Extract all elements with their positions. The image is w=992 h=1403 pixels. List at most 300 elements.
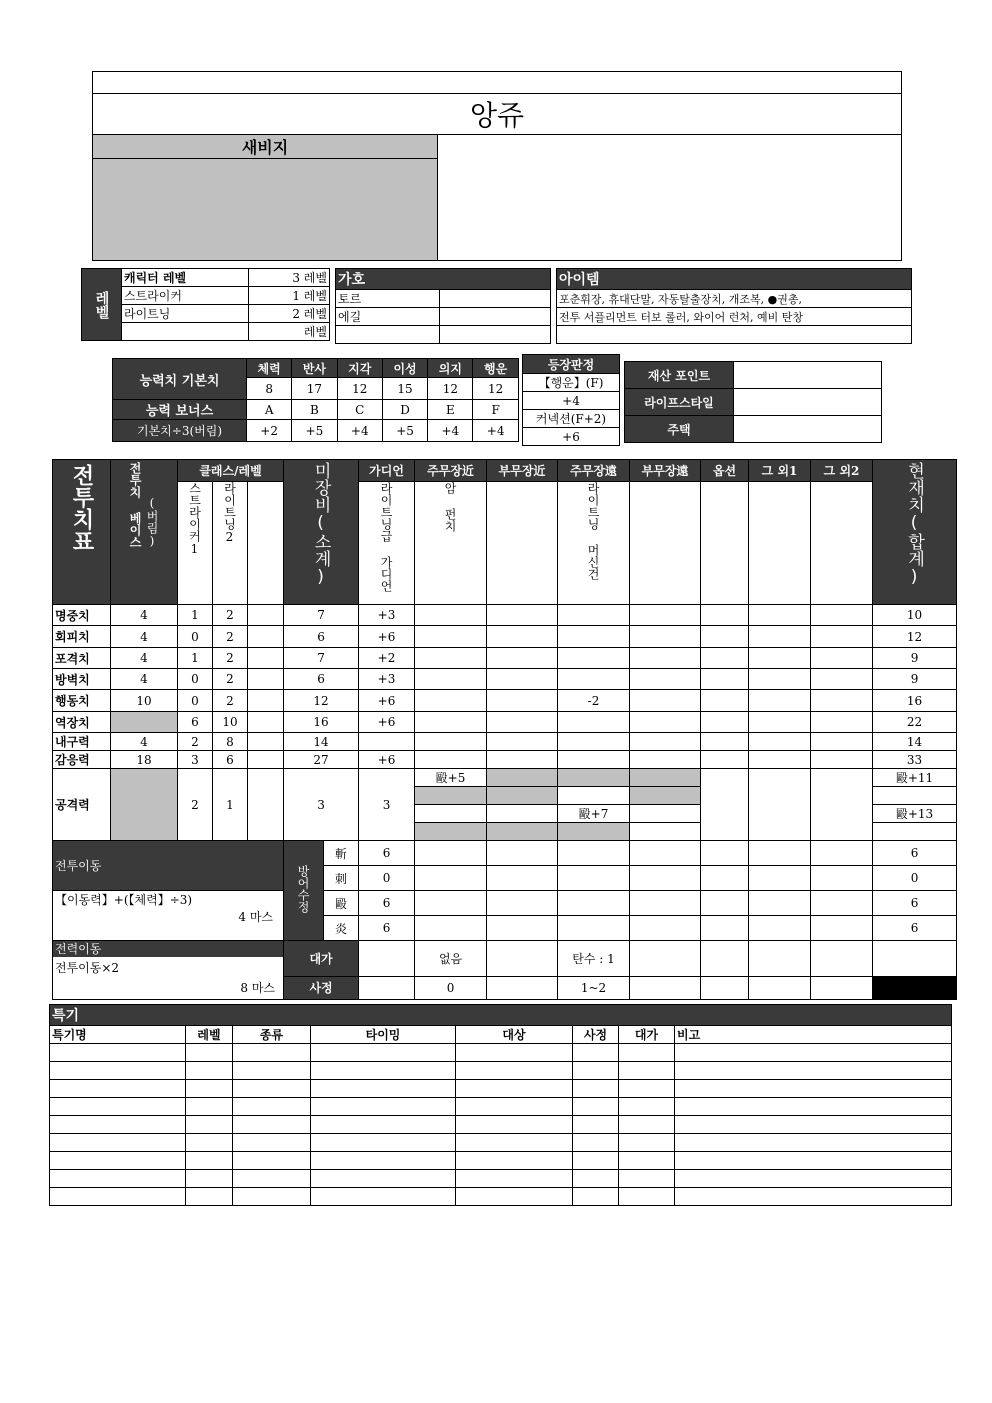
- def-mf-2: [558, 891, 630, 916]
- skill-cell: [50, 1188, 186, 1206]
- defense-label: 방어수정: [296, 865, 311, 913]
- def-mf-3: [558, 916, 630, 941]
- stat-base-2: 4: [111, 648, 178, 669]
- guardian-table: [335, 268, 551, 344]
- stat-sf-0: [630, 605, 701, 626]
- skill-cell: [675, 1098, 952, 1116]
- skill-cell: [619, 1080, 675, 1098]
- stat-sub-5: 16: [284, 712, 359, 733]
- asset-label-0: 재산 포인트: [625, 362, 734, 389]
- skill-cell: [186, 1134, 233, 1152]
- attack-c3: [248, 769, 284, 841]
- stat-c1-3: 0: [178, 669, 213, 690]
- items-table: [556, 268, 912, 344]
- ability-base-3: 15: [382, 378, 427, 400]
- stat-opt-5: [701, 712, 749, 733]
- def-mn-3: [415, 916, 487, 941]
- attack-base: [111, 769, 178, 841]
- move-formula-cell: [53, 891, 284, 941]
- cost-main-near: 없음: [415, 941, 487, 977]
- ability-bonus-3: +5: [382, 420, 427, 442]
- ability-letter-0: A: [247, 400, 292, 420]
- def-o2-2: [811, 891, 873, 916]
- stat-opt-1: [701, 626, 749, 648]
- cost-main-far: 탄수 : 1: [558, 941, 630, 977]
- combat-class-head: 클래스/레벨: [178, 460, 284, 482]
- attack-sf-c: [630, 805, 701, 823]
- abilities-bonus-label: 능력 보너스: [113, 400, 247, 420]
- def-opt-2: [701, 891, 749, 916]
- appearance-title: 등장판정: [523, 355, 620, 374]
- range-o1: [749, 976, 811, 999]
- stat-sn-4: [487, 690, 558, 712]
- move-value: 4 마스: [238, 910, 274, 924]
- stat-mf-4: -2: [558, 690, 630, 712]
- skill-cell: [311, 1188, 456, 1206]
- stat-sn-5: [487, 712, 558, 733]
- stat-total-4: 16: [873, 690, 957, 712]
- skill-cell: [186, 1080, 233, 1098]
- skills-head-type: 종류: [233, 1026, 311, 1044]
- skill-cell: [233, 1170, 311, 1188]
- sub-near-name-cell: [487, 482, 558, 605]
- range-label: 사정: [284, 976, 359, 999]
- full-move-value: 8 마스: [53, 976, 284, 999]
- level-table: [81, 268, 330, 341]
- ability-bonus-4: +4: [428, 420, 473, 442]
- skill-cell: [619, 1152, 675, 1170]
- stat-o1-2: [749, 648, 811, 669]
- stat-o1-6: [749, 733, 811, 751]
- col-head-option: 옵션: [701, 460, 749, 482]
- skill-cell: [573, 1062, 619, 1080]
- skill-cell: [311, 1170, 456, 1188]
- skill-cell: [619, 1188, 675, 1206]
- attack-sn-d: [487, 823, 558, 841]
- defense-g-2: 6: [359, 891, 415, 916]
- stat-sn-3: [487, 669, 558, 690]
- stat-mn-2: [415, 648, 487, 669]
- def-mf-0: [558, 841, 630, 866]
- skill-row: [50, 1116, 952, 1134]
- level-side-label: 레벨: [82, 269, 122, 341]
- header-top-blank: [93, 72, 902, 94]
- skill-cell: [50, 1152, 186, 1170]
- attack-c2: 1: [213, 769, 248, 841]
- stat-c1-6: 2: [178, 733, 213, 751]
- class2-name-cell: [213, 482, 248, 605]
- guardian-row-2: [336, 326, 440, 344]
- skill-cell: [186, 1116, 233, 1134]
- items-row-1: 전투 서플리먼트 터보 롤러, 와이어 런처, 예비 탄창: [557, 308, 912, 326]
- skill-cell: [233, 1044, 311, 1062]
- stat-c3-0: [248, 605, 284, 626]
- defense-label-cell: [284, 841, 324, 941]
- stat-g-4: +6: [359, 690, 415, 712]
- skill-cell: [50, 1062, 186, 1080]
- skill-cell: [619, 1044, 675, 1062]
- guardian-name: 라이트닝급 가디언: [379, 482, 394, 592]
- sub-far-name-cell: [630, 482, 701, 605]
- defense-total-1: 0: [873, 866, 957, 891]
- def-sf-2: [630, 891, 701, 916]
- ability-header-5: 행운: [473, 359, 518, 378]
- ability-letter-4: E: [428, 400, 473, 420]
- stat-mf-1: [558, 626, 630, 648]
- class2-name: 라이트닝2: [222, 482, 237, 544]
- stat-c3-2: [248, 648, 284, 669]
- asset-label-2: 주택: [625, 416, 734, 443]
- combat-sub-head-cell: [284, 460, 359, 605]
- portrait-label: 새비지: [93, 135, 438, 159]
- def-mn-0: [415, 841, 487, 866]
- asset-value-2: [734, 416, 882, 443]
- skill-cell: [675, 1044, 952, 1062]
- stat-total-2: 9: [873, 648, 957, 669]
- main-near-name-cell: [415, 482, 487, 605]
- header-table: [92, 71, 902, 261]
- stat-o2-4: [811, 690, 873, 712]
- skill-cell: [619, 1098, 675, 1116]
- defense-total-3: 6: [873, 916, 957, 941]
- skill-row: [50, 1062, 952, 1080]
- stat-sf-2: [630, 648, 701, 669]
- ability-base-0: 8: [247, 378, 292, 400]
- stat-base-1: 4: [111, 626, 178, 648]
- stat-mf-2: [558, 648, 630, 669]
- stat-label-3: 방벽치: [53, 669, 111, 690]
- def-sf-1: [630, 866, 701, 891]
- skill-cell: [233, 1116, 311, 1134]
- skill-cell: [675, 1152, 952, 1170]
- cost-sub-near: [487, 941, 558, 977]
- skills-head-timing: 타이밍: [311, 1026, 456, 1044]
- stat-total-3: 9: [873, 669, 957, 690]
- skill-row: [50, 1098, 952, 1116]
- skill-cell: [675, 1116, 952, 1134]
- skill-cell: [573, 1116, 619, 1134]
- skill-cell: [456, 1080, 573, 1098]
- main-far-name: 라이트닝 머신건: [586, 482, 601, 580]
- level-value-2: 2 레벨: [249, 305, 330, 323]
- stat-base-7: 18: [111, 751, 178, 769]
- stat-mn-4: [415, 690, 487, 712]
- stat-sf-7: [630, 751, 701, 769]
- def-opt-0: [701, 841, 749, 866]
- col-head-main-far: 주무장遠: [558, 460, 630, 482]
- range-sub-far: [630, 976, 701, 999]
- items-row-0: 포춘휘장, 휴대단말, 자동탈출장치, 개조복, ●권총,: [557, 290, 912, 308]
- skill-cell: [50, 1080, 186, 1098]
- stat-o1-1: [749, 626, 811, 648]
- ability-letter-1: B: [292, 400, 337, 420]
- stat-opt-7: [701, 751, 749, 769]
- skill-row: [50, 1152, 952, 1170]
- attack-other1: [749, 769, 811, 841]
- class1-name: 스트라이커1: [187, 482, 202, 556]
- stat-c1-0: 1: [178, 605, 213, 626]
- col-head-other1: 그 외1: [749, 460, 811, 482]
- skill-cell: [675, 1170, 952, 1188]
- ability-header-2: 지각: [337, 359, 382, 378]
- stat-c3-7: [248, 751, 284, 769]
- def-mn-1: [415, 866, 487, 891]
- stat-sn-6: [487, 733, 558, 751]
- asset-label-1: 라이프스타일: [625, 389, 734, 416]
- option-name-cell: [701, 482, 749, 605]
- skill-cell: [186, 1044, 233, 1062]
- skill-cell: [186, 1062, 233, 1080]
- stat-label-6: 내구력: [53, 733, 111, 751]
- stat-sub-1: 6: [284, 626, 359, 648]
- ability-base-4: 12: [428, 378, 473, 400]
- skill-cell: [233, 1134, 311, 1152]
- guardian-row-0-extra: [440, 290, 551, 308]
- combat-title-cell: [53, 460, 111, 605]
- stat-mf-7: [558, 751, 630, 769]
- appearance-row-1: 【행운】(F): [523, 374, 620, 392]
- skill-cell: [311, 1134, 456, 1152]
- skill-cell: [311, 1044, 456, 1062]
- stat-o1-0: [749, 605, 811, 626]
- def-sn-3: [487, 916, 558, 941]
- level-value-0: 3 레벨: [249, 269, 330, 287]
- guardian-row-1: 에길: [336, 308, 440, 326]
- skill-cell: [456, 1170, 573, 1188]
- skill-cell: [675, 1062, 952, 1080]
- combat-base-head-cell: [111, 460, 178, 605]
- full-move-title: 전력이동: [53, 941, 283, 958]
- combat-base-head: 전투치 베이스: [128, 462, 142, 548]
- skill-cell: [619, 1062, 675, 1080]
- skill-cell: [186, 1098, 233, 1116]
- stat-g-1: +6: [359, 626, 415, 648]
- skill-cell: [573, 1044, 619, 1062]
- stat-sf-6: [630, 733, 701, 751]
- col-head-main-near: 주무장近: [415, 460, 487, 482]
- cost-o1: [749, 941, 811, 977]
- stat-mf-5: [558, 712, 630, 733]
- skill-cell: [311, 1098, 456, 1116]
- ability-header-4: 의지: [428, 359, 473, 378]
- ability-bonus-5: +4: [473, 420, 518, 442]
- stat-c2-0: 2: [213, 605, 248, 626]
- combat-sub-head: 미장비(소계): [310, 462, 331, 587]
- skill-cell: [675, 1134, 952, 1152]
- appearance-row-3: 커넥션(F+2): [523, 410, 620, 428]
- stat-mf-0: [558, 605, 630, 626]
- defense-type-2: 毆: [324, 891, 359, 916]
- defense-type-1: 刺: [324, 866, 359, 891]
- abilities-table: [112, 358, 519, 442]
- full-move-cell: [53, 941, 284, 977]
- stat-c2-6: 8: [213, 733, 248, 751]
- range-total: [873, 976, 957, 999]
- attack-mf-d: [558, 823, 630, 841]
- stat-o2-2: [811, 648, 873, 669]
- def-o1-1: [749, 866, 811, 891]
- range-main-far: 1~2: [558, 976, 630, 999]
- skill-cell: [573, 1080, 619, 1098]
- items-title: 아이템: [557, 269, 912, 290]
- def-sf-3: [630, 916, 701, 941]
- ability-base-2: 12: [337, 378, 382, 400]
- level-name-0: 캐릭터 레벨: [122, 269, 249, 287]
- skill-cell: [311, 1080, 456, 1098]
- col-head-guardian: 가디언: [359, 460, 415, 482]
- attack-other2: [811, 769, 873, 841]
- stat-sn-1: [487, 626, 558, 648]
- def-sn-1: [487, 866, 558, 891]
- guardian-name-cell: [359, 482, 415, 605]
- range-main-near: 0: [415, 976, 487, 999]
- stat-g-2: +2: [359, 648, 415, 669]
- def-o2-1: [811, 866, 873, 891]
- level-value-1: 1 레벨: [249, 287, 330, 305]
- stat-label-2: 포격치: [53, 648, 111, 669]
- combat-base-head-note: (버림): [145, 496, 159, 548]
- skill-cell: [456, 1188, 573, 1206]
- stat-c2-3: 2: [213, 669, 248, 690]
- skills-title: 특기: [50, 1005, 952, 1026]
- ability-header-3: 이성: [382, 359, 427, 378]
- skills-head-level: 레벨: [186, 1026, 233, 1044]
- ability-bonus-0: +2: [247, 420, 292, 442]
- full-move-formula: 전투이동×2: [55, 961, 120, 975]
- skill-cell: [50, 1098, 186, 1116]
- appearance-row-4: +6: [523, 428, 620, 446]
- stat-o2-1: [811, 626, 873, 648]
- appearance-table: [522, 354, 620, 446]
- stat-sf-3: [630, 669, 701, 690]
- stat-opt-0: [701, 605, 749, 626]
- skill-cell: [311, 1116, 456, 1134]
- defense-total-0: 6: [873, 841, 957, 866]
- stat-sn-0: [487, 605, 558, 626]
- stat-sub-2: 7: [284, 648, 359, 669]
- def-o1-2: [749, 891, 811, 916]
- stat-opt-6: [701, 733, 749, 751]
- range-guardian: [359, 976, 415, 999]
- skill-cell: [675, 1188, 952, 1206]
- assets-table: [624, 361, 882, 443]
- stat-base-4: 10: [111, 690, 178, 712]
- attack-total-blank: [873, 787, 957, 805]
- def-mn-2: [415, 891, 487, 916]
- asset-value-0: [734, 362, 882, 389]
- defense-g-1: 0: [359, 866, 415, 891]
- cost-o2: [811, 941, 873, 977]
- attack-sub: 3: [284, 769, 359, 841]
- skill-cell: [233, 1098, 311, 1116]
- main-far-name-cell: [558, 482, 630, 605]
- cost-total: [873, 941, 957, 977]
- stat-o2-5: [811, 712, 873, 733]
- attack-sn-b: [487, 787, 558, 805]
- stat-g-6: [359, 733, 415, 751]
- stat-c2-5: 10: [213, 712, 248, 733]
- stat-o1-5: [749, 712, 811, 733]
- attack-sf-d: [630, 823, 701, 841]
- appearance-row-2: +4: [523, 392, 620, 410]
- stat-sf-5: [630, 712, 701, 733]
- skill-cell: [573, 1170, 619, 1188]
- stat-base-5: [111, 712, 178, 733]
- attack-total-1: 毆+11: [873, 769, 957, 787]
- attack-mn-c: [415, 805, 487, 823]
- stat-opt-2: [701, 648, 749, 669]
- range-o2: [811, 976, 873, 999]
- stat-label-1: 회피치: [53, 626, 111, 648]
- abilities-bonus-sub: 기본치÷3(버림): [113, 420, 247, 442]
- skill-cell: [573, 1188, 619, 1206]
- stat-mn-1: [415, 626, 487, 648]
- skills-head-target: 대상: [456, 1026, 573, 1044]
- stat-o2-6: [811, 733, 873, 751]
- ability-bonus-2: +4: [337, 420, 382, 442]
- level-name-1: 스트라이커: [122, 287, 249, 305]
- skills-body: [50, 1044, 952, 1206]
- stat-total-0: 10: [873, 605, 957, 626]
- ability-bonus-1: +5: [292, 420, 337, 442]
- ability-base-1: 17: [292, 378, 337, 400]
- attack-option: [701, 769, 749, 841]
- cost-guardian: [359, 941, 415, 977]
- skill-cell: [456, 1116, 573, 1134]
- items-row-2: [557, 326, 912, 344]
- skill-cell: [233, 1062, 311, 1080]
- attack-guardian: 3: [359, 769, 415, 841]
- skill-cell: [50, 1116, 186, 1134]
- def-o1-3: [749, 916, 811, 941]
- defense-g-3: 6: [359, 916, 415, 941]
- portrait-image-area: [93, 159, 438, 261]
- skill-cell: [456, 1134, 573, 1152]
- level-name-3: [122, 323, 249, 341]
- col-head-other2: 그 외2: [811, 460, 873, 482]
- skill-cell: [233, 1152, 311, 1170]
- move-title: 전투이동: [53, 841, 284, 891]
- def-sf-0: [630, 841, 701, 866]
- combat-title: 전투치표: [69, 464, 94, 552]
- ability-letter-3: D: [382, 400, 427, 420]
- stat-base-6: 4: [111, 733, 178, 751]
- stat-c1-7: 3: [178, 751, 213, 769]
- skill-cell: [50, 1134, 186, 1152]
- ability-header-1: 반사: [292, 359, 337, 378]
- def-o2-0: [811, 841, 873, 866]
- skill-cell: [573, 1098, 619, 1116]
- range-sub-near: [487, 976, 558, 999]
- level-name-2: 라이트닝: [122, 305, 249, 323]
- stat-total-1: 12: [873, 626, 957, 648]
- stat-c3-4: [248, 690, 284, 712]
- ability-letter-2: C: [337, 400, 382, 420]
- skill-cell: [233, 1188, 311, 1206]
- skill-cell: [619, 1134, 675, 1152]
- stat-total-6: 14: [873, 733, 957, 751]
- stat-g-7: +6: [359, 751, 415, 769]
- ability-letter-5: F: [473, 400, 518, 420]
- stat-mn-6: [415, 733, 487, 751]
- skill-cell: [675, 1080, 952, 1098]
- stat-base-0: 4: [111, 605, 178, 626]
- stat-o1-4: [749, 690, 811, 712]
- stat-sn-2: [487, 648, 558, 669]
- stat-sub-6: 14: [284, 733, 359, 751]
- skills-head-range: 사정: [573, 1026, 619, 1044]
- def-mf-1: [558, 866, 630, 891]
